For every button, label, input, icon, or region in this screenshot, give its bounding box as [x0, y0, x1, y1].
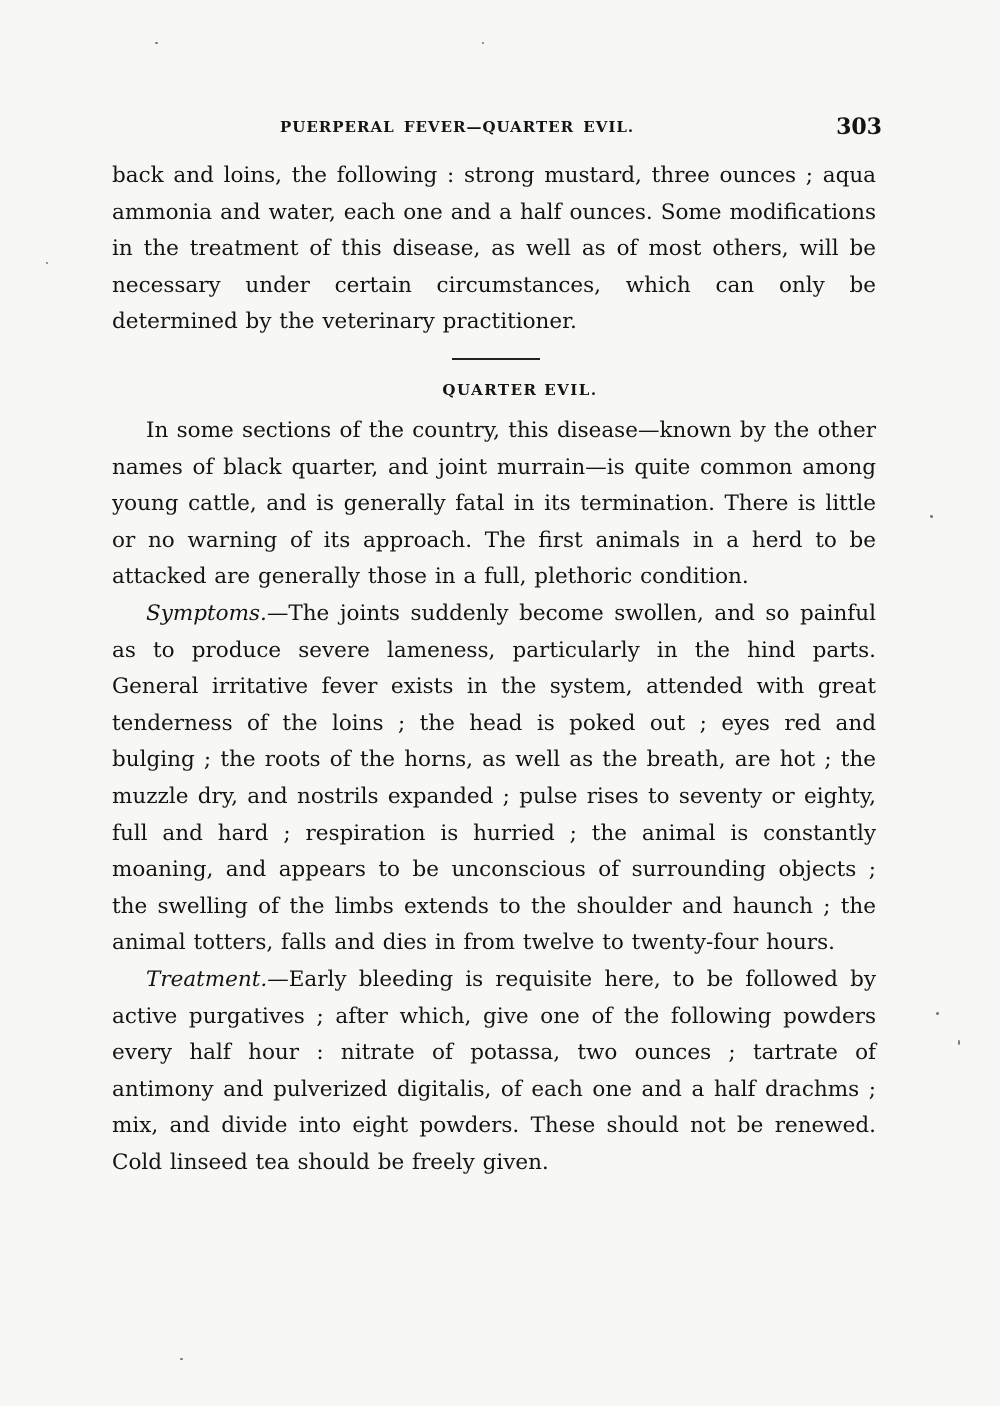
paper-speck	[155, 42, 158, 44]
paper-speck	[46, 262, 48, 264]
page-number: 303	[836, 114, 882, 140]
treatment-paragraph	[112, 962, 876, 1182]
paper-speck	[958, 1040, 960, 1045]
paper-speck	[930, 515, 933, 518]
symptoms-heading: Symptoms.	[146, 600, 267, 626]
paper-speck	[180, 1358, 183, 1360]
symptoms-text: —The joints suddenly become swollen, and so painful as to produce severe lameness, particularly in the hind parts. General irritative fever exists in the system, attended with great tenderness of the loins ; the head is poked out ; eyes red and bulging ; the roots of the horns, as well as the breath, are hot ; the muzzle dry, and nostrils expanded ; pulse rises to seventy or eighty, full and hard ; respiration is hurried ; the animal is constantly moaning, and appears to be unconscious of surrounding objects ; the swelling of the limbs extends to the shoulder and haunch ; the animal totters, falls and dies in from twelve to twenty-four hours.	[112, 600, 876, 956]
intro-paragraph: In some sections of the country, this disease—known by the other names of black quarter, and joint murrain—is quite common among young cattle, and is generally fatal in its termination. There is little or no warning of its approach. The first animals in a herd to be attacked are generally those in a full, plethoric condition.	[112, 418, 876, 590]
section-body	[112, 413, 876, 1181]
paper-speck	[482, 42, 484, 44]
treatment-text: —Early bleeding is requisite here, to be followed by active purgatives ; after which, give one of the following powders every half hour : nitrate of potassa, two ounces ; tartrate of antimony and pulverized digitalis, of each one and a half drachms ; mix, and divide into eight powders. These should not be renewed. Cold linseed tea should be freely given.	[112, 966, 876, 1175]
running-head	[112, 114, 882, 144]
continued-paragraph: back and loins, the following : strong mustard, three ounces ; aqua ammonia and water, each one and a half ounces. Some modifications in the treatment of this disease, as well as of most others, will be necessary under certain circumstances, which can only be determined by the veterinary practitioner.	[112, 163, 876, 335]
paper-speck	[936, 1012, 939, 1015]
top-text-block	[112, 158, 876, 341]
section-title: QUARTER EVIL.	[442, 381, 598, 399]
section-divider-rule	[452, 358, 540, 360]
treatment-heading: Treatment.	[146, 966, 268, 992]
symptoms-paragraph	[112, 596, 876, 962]
running-title: PUERPERAL FEVER—QUARTER EVIL.	[280, 118, 635, 136]
